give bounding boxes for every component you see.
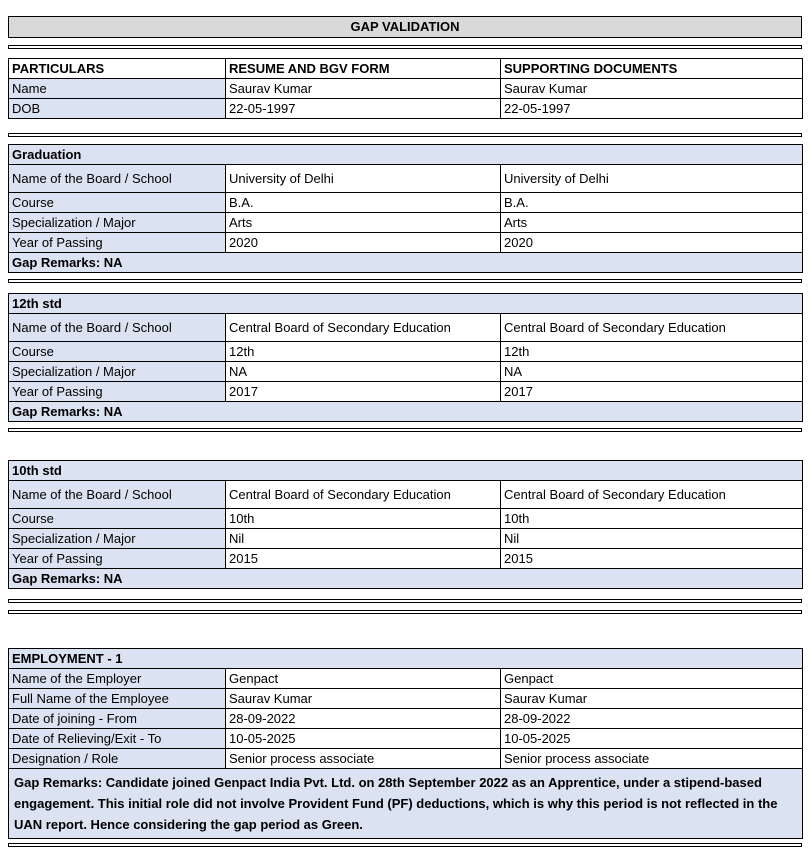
table-row-employer bbox=[9, 669, 803, 689]
spacer-row bbox=[8, 45, 802, 49]
row-label: Year of Passing bbox=[9, 549, 226, 569]
table-row-board bbox=[9, 481, 803, 509]
resume-value: Central Board of Secondary Education bbox=[226, 481, 501, 509]
supporting-value: 2020 bbox=[501, 233, 803, 253]
supporting-value: Genpact bbox=[501, 669, 803, 689]
gap-remarks: Gap Remarks: Candidate joined Genpact India Pvt. Ltd. on 28th September 2022 as an Apprentice, under a stipend-based engagement. This initial role did not involve Provident Fund (PF) deductions, which is why this period is not reflected in the UAN report. Hence considering the gap period as Green. bbox=[9, 769, 803, 839]
row-label: Year of Passing bbox=[9, 233, 226, 253]
table-row-year bbox=[9, 233, 803, 253]
row-label: Specialization / Major bbox=[9, 362, 226, 382]
resume-value: Saurav Kumar bbox=[226, 689, 501, 709]
resume-value: Saurav Kumar bbox=[226, 79, 501, 99]
table-row-specialization bbox=[9, 213, 803, 233]
row-label: Designation / Role bbox=[9, 749, 226, 769]
table-row-dob bbox=[9, 99, 803, 119]
spacer-row bbox=[8, 428, 802, 432]
table-row-employee-name bbox=[9, 689, 803, 709]
section-header-row bbox=[9, 145, 803, 165]
row-label: Specialization / Major bbox=[9, 213, 226, 233]
section-header-row bbox=[9, 294, 803, 314]
supporting-value: University of Delhi bbox=[501, 165, 803, 193]
table-row-specialization bbox=[9, 529, 803, 549]
resume-value: B.A. bbox=[226, 193, 501, 213]
table-row-date-joining bbox=[9, 709, 803, 729]
particulars-table bbox=[8, 58, 803, 119]
resume-value: 10th bbox=[226, 509, 501, 529]
gap-remarks: Gap Remarks: NA bbox=[9, 402, 803, 422]
twelfth-std-table bbox=[8, 293, 803, 422]
row-label: Year of Passing bbox=[9, 382, 226, 402]
resume-value: Senior process associate bbox=[226, 749, 501, 769]
supporting-value: Saurav Kumar bbox=[501, 689, 803, 709]
supporting-value: Arts bbox=[501, 213, 803, 233]
spacer-row bbox=[8, 133, 802, 137]
table-row-year bbox=[9, 549, 803, 569]
row-label: Course bbox=[9, 342, 226, 362]
resume-value: 2017 bbox=[226, 382, 501, 402]
supporting-value: Senior process associate bbox=[501, 749, 803, 769]
row-label: Full Name of the Employee bbox=[9, 689, 226, 709]
supporting-value: Saurav Kumar bbox=[501, 79, 803, 99]
row-label: Date of Relieving/Exit - To bbox=[9, 729, 226, 749]
employment-table bbox=[8, 648, 803, 839]
table-row-course bbox=[9, 193, 803, 213]
supporting-value: 28-09-2022 bbox=[501, 709, 803, 729]
section-title: 10th std bbox=[9, 461, 803, 481]
row-label: Date of joining - From bbox=[9, 709, 226, 729]
resume-value: 28-09-2022 bbox=[226, 709, 501, 729]
particulars-header-row bbox=[9, 59, 803, 79]
row-label: Name bbox=[9, 79, 226, 99]
row-label: DOB bbox=[9, 99, 226, 119]
table-row-date-relieving bbox=[9, 729, 803, 749]
gap-remarks: Gap Remarks: NA bbox=[9, 569, 803, 589]
spacer-row bbox=[8, 610, 802, 614]
resume-value: 2015 bbox=[226, 549, 501, 569]
table-row-year bbox=[9, 382, 803, 402]
resume-value: 2020 bbox=[226, 233, 501, 253]
supporting-value: 12th bbox=[501, 342, 803, 362]
tenth-std-table bbox=[8, 460, 803, 589]
document-title: GAP VALIDATION bbox=[8, 16, 802, 38]
resume-value: 12th bbox=[226, 342, 501, 362]
section-header-row bbox=[9, 649, 803, 669]
row-label: Name of the Board / School bbox=[9, 314, 226, 342]
section-title: EMPLOYMENT - 1 bbox=[9, 649, 803, 669]
supporting-value: 10th bbox=[501, 509, 803, 529]
supporting-value: NA bbox=[501, 362, 803, 382]
spacer-row bbox=[8, 279, 802, 283]
resume-value: University of Delhi bbox=[226, 165, 501, 193]
resume-value: Nil bbox=[226, 529, 501, 549]
row-label: Course bbox=[9, 193, 226, 213]
resume-value: NA bbox=[226, 362, 501, 382]
graduation-table bbox=[8, 144, 803, 273]
spacer-row bbox=[8, 599, 802, 603]
supporting-value: 2017 bbox=[501, 382, 803, 402]
table-row-name bbox=[9, 79, 803, 99]
row-label: Course bbox=[9, 509, 226, 529]
supporting-value: B.A. bbox=[501, 193, 803, 213]
section-header-row bbox=[9, 461, 803, 481]
resume-value: 22-05-1997 bbox=[226, 99, 501, 119]
row-label: Specialization / Major bbox=[9, 529, 226, 549]
supporting-value: Central Board of Secondary Education bbox=[501, 314, 803, 342]
row-label: Name of the Board / School bbox=[9, 481, 226, 509]
resume-value: Genpact bbox=[226, 669, 501, 689]
column-header-resume-bgv: RESUME AND BGV FORM bbox=[226, 59, 501, 79]
resume-value: Arts bbox=[226, 213, 501, 233]
row-label: Name of the Employer bbox=[9, 669, 226, 689]
table-row-course bbox=[9, 342, 803, 362]
column-header-supporting-docs: SUPPORTING DOCUMENTS bbox=[501, 59, 803, 79]
resume-value: 10-05-2025 bbox=[226, 729, 501, 749]
table-row-designation bbox=[9, 749, 803, 769]
supporting-value: Central Board of Secondary Education bbox=[501, 481, 803, 509]
table-row-board bbox=[9, 314, 803, 342]
gap-remarks-paragraph-row bbox=[9, 769, 803, 839]
gap-remarks-row bbox=[9, 402, 803, 422]
supporting-value: 22-05-1997 bbox=[501, 99, 803, 119]
supporting-value: 10-05-2025 bbox=[501, 729, 803, 749]
resume-value: Central Board of Secondary Education bbox=[226, 314, 501, 342]
row-label: Name of the Board / School bbox=[9, 165, 226, 193]
column-header-particulars: PARTICULARS bbox=[9, 59, 226, 79]
table-row-course bbox=[9, 509, 803, 529]
spacer-row bbox=[8, 843, 802, 847]
supporting-value: Nil bbox=[501, 529, 803, 549]
gap-remarks-row bbox=[9, 569, 803, 589]
table-row-specialization bbox=[9, 362, 803, 382]
gap-remarks-row bbox=[9, 253, 803, 273]
gap-remarks: Gap Remarks: NA bbox=[9, 253, 803, 273]
section-title: 12th std bbox=[9, 294, 803, 314]
section-title: Graduation bbox=[9, 145, 803, 165]
supporting-value: 2015 bbox=[501, 549, 803, 569]
table-row-board bbox=[9, 165, 803, 193]
